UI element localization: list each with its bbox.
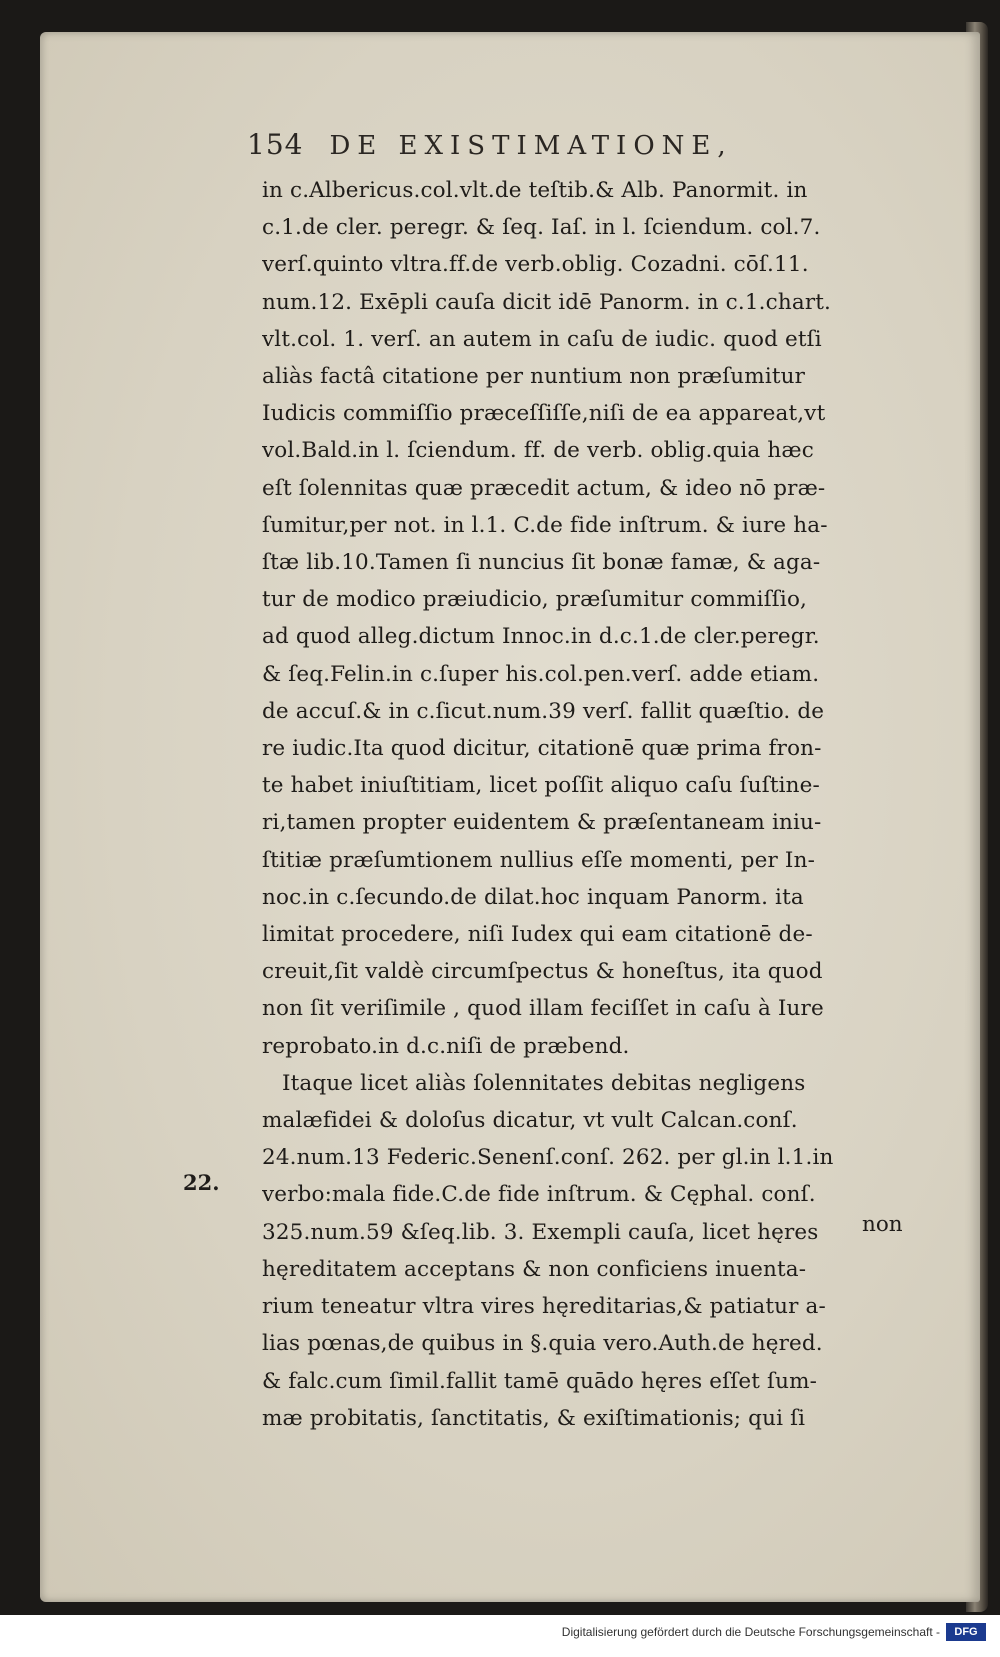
text-line: ſumitur,per not. in l.1. C.de fide inſtrum. & iure ha- [262, 512, 828, 538]
text-line: tur de modico præiudicio, præſumitur commiſſio, [262, 587, 808, 613]
text-line: non ſit veriſimile , quod illam feciſſet in caſu à Iure [262, 996, 824, 1022]
text-line: ri,tamen propter euidentem & præſentaneam iniu- [262, 810, 822, 836]
text-line: ad quod alleg.dictum Innoc.in d.c.1.de cler.peregr. [262, 624, 820, 650]
text-line: hęreditatem acceptans & non conficiens inuenta- [262, 1256, 807, 1282]
text-line: re iudic.Ita quod dicitur, citationē quæ prima fron- [262, 736, 822, 762]
paragraph-start-line: Itaque licet aliàs ſolennitates debitas negligens [282, 1070, 806, 1096]
text-line: limitat procedere, niſi Iudex qui eam citationē de- [262, 922, 813, 948]
text-line: & falc.cum ſimil.fallit tamē quādo hęres eſſet ſum- [262, 1368, 818, 1394]
page-body-text [262, 172, 912, 1437]
text-line: 325.num.59 &ſeq.lib. 3. Exempli cauſa, licet hęres [262, 1219, 819, 1245]
catchword: non [862, 1212, 903, 1237]
text-line: verbo:mala fide.C.de fide inſtrum. & Cęphal. conſ. [262, 1182, 816, 1208]
text-line: in c.Albericus.col.vlt.de teſtib.& Alb. Panormit. in [262, 178, 808, 203]
text-line: malæfidei & doloſus dicatur, vt vult Calcan.conſ. [262, 1108, 798, 1134]
text-line: ſtitiæ præſumtionem nullius eſſe momenti, per In- [262, 847, 815, 873]
text-line: Iudicis commiſſio præceſſiſſe,niſi de ea appareat,vt [262, 401, 826, 427]
text-line: vol.Bald.in l. ſciendum. ff. de verb. oblig.quia hæc [262, 438, 814, 464]
text-line: de accuſ.& in c.ſicut.num.39 verſ. fallit quæſtio. de [262, 698, 825, 724]
text-line: reprobato.in d.c.niſi de præbend. [262, 1033, 630, 1059]
text-line: & ſeq.Felin.in c.ſuper his.col.pen.verſ. adde etiam. [262, 661, 820, 687]
text-line: creuit,ſit valdè circumſpectus & honeſtus, ita quod [262, 959, 823, 985]
running-title: DE EXISTIMATIONE, [329, 131, 733, 161]
text-line: te habet iniuſtitiam, licet poſſit aliquo caſu ſuſtine- [262, 773, 820, 799]
text-line: 24.num.13 Federic.Senenſ.conſ. 262. per gl.in l.1.in [262, 1145, 834, 1171]
text-line: rium teneatur vltra vires hęreditarias,& patiatur a- [262, 1294, 826, 1320]
text-line: c.1.de cler. peregr. & ſeq. Iaſ. in l. ſciendum. col.7. [262, 215, 821, 241]
text-line: aliàs factâ citatione per nuntium non præſumitur [262, 364, 806, 390]
text-line: noc.in c.ſecundo.de dilat.hoc inquam Panorm. ita [262, 884, 804, 910]
digitization-footer [0, 1615, 1000, 1657]
margin-note-number: 22. [183, 1170, 220, 1195]
text-line: mæ probitatis, ſanctitatis, & exiſtimationis; qui ſi [262, 1405, 806, 1431]
page-header [247, 128, 887, 168]
text-line: eſt ſolennitas quæ præcedit actum, & ideo nō præ- [262, 475, 826, 501]
page-number: 154 [247, 128, 304, 161]
dfg-logo-icon: DFG [946, 1623, 986, 1641]
text-line: ſtæ lib.10.Tamen ſi nuncius ſit bonæ famæ, & aga- [262, 550, 821, 576]
text-line: vlt.col. 1. verſ. an autem in caſu de iudic. quod etſi [262, 326, 822, 352]
footer-credit: Digitalisierung gefördert durch die Deutsche Forschungsgemeinschaft - [561, 1625, 940, 1639]
text-line: num.12. Exēpli cauſa dicit idē Panorm. in c.1.chart. [262, 289, 832, 315]
text-line: verſ.quinto vltra.ff.de verb.oblig. Cozadni. cōſ.11. [262, 252, 809, 278]
text-line: lias pœnas,de quibus in §.quia vero.Auth.de hęred. [262, 1331, 823, 1357]
